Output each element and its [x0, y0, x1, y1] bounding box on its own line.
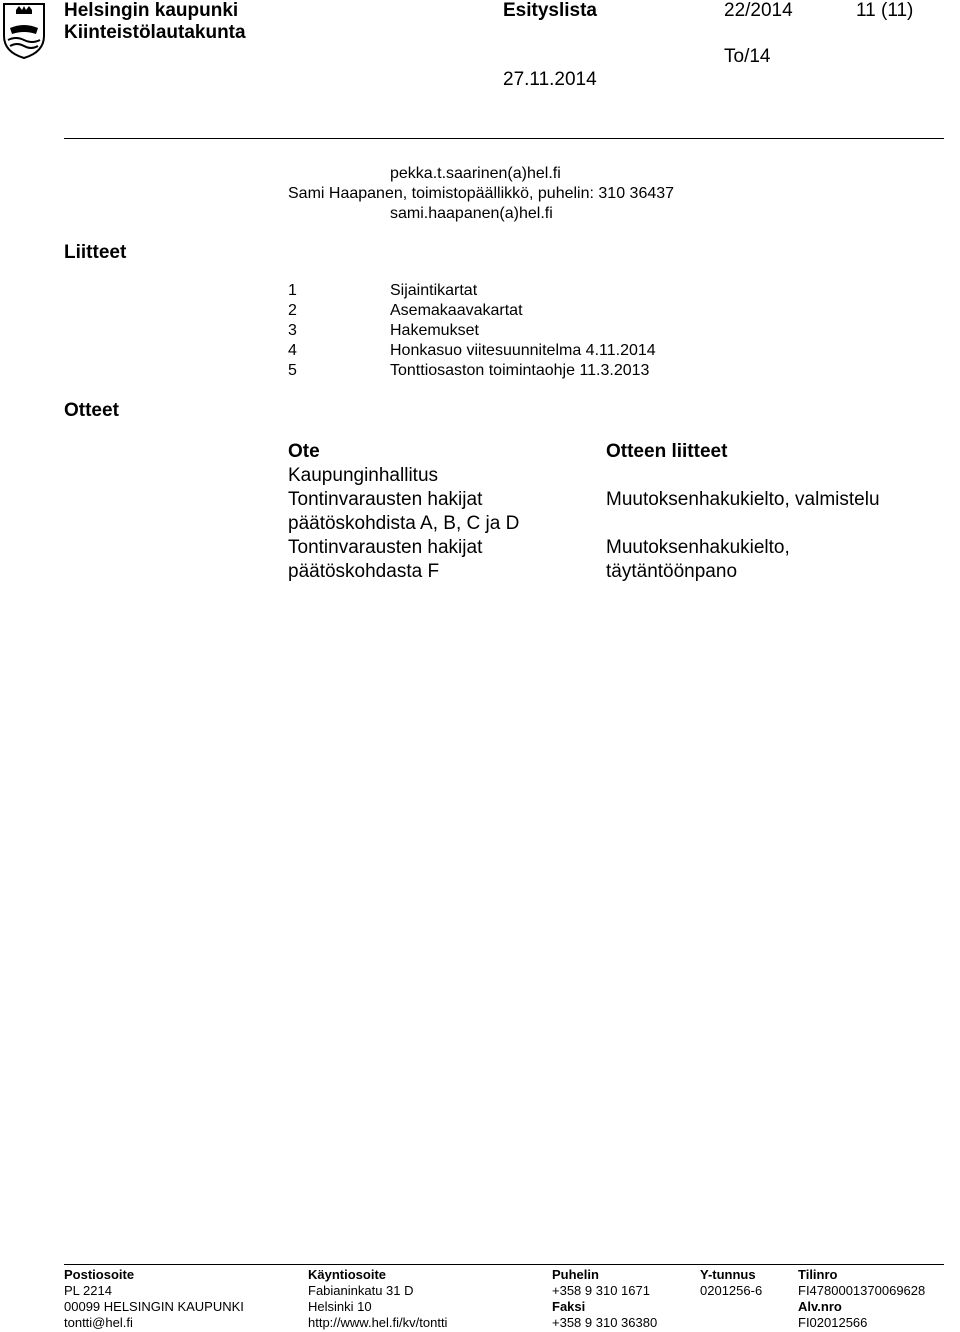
list-item-number: 4	[288, 342, 297, 359]
extract-header: Ote	[288, 441, 320, 462]
footer-kayntiosoite-label: Käyntiosoite	[308, 1267, 387, 1282]
footer-faksi: +358 9 310 36380	[552, 1315, 658, 1330]
list-item-text: Hakemukset	[390, 322, 479, 339]
extract-attachments-header: Otteen liitteet	[606, 441, 728, 462]
list-item-text: Sijaintikartat	[390, 282, 478, 299]
extract-recipient: Tontinvarausten hakijat	[288, 489, 483, 510]
doc-type: Esityslista	[503, 0, 597, 21]
extract-attachment: Muutoksenhakukielto,	[606, 537, 790, 558]
footer-postiosoite-label: Postiosoite	[64, 1267, 135, 1282]
extract-attachment: Muutoksenhakukielto, valmistelu	[606, 489, 880, 510]
footer-kayntiosoite: Fabianinkatu 31 D	[308, 1283, 414, 1298]
city-crest-logo	[2, 2, 46, 60]
footer-alvnro-label: Alv.nro	[798, 1299, 842, 1314]
footer-email: tontti@hel.fi	[64, 1315, 133, 1330]
list-item-number: 1	[288, 282, 297, 299]
org-name: Helsingin kaupunki	[64, 0, 239, 21]
list-item-text: Tonttiosaston toimintaohje 11.3.2013	[390, 362, 650, 379]
extract-recipient: Kaupunginhallitus	[288, 465, 439, 486]
extract-recipient: päätöskohdasta F	[288, 561, 440, 582]
footer-faksi-label: Faksi	[552, 1299, 586, 1314]
org-committee: Kiinteistölautakunta	[64, 22, 246, 43]
doc-number: 22/2014	[724, 0, 793, 21]
list-item-text: Asemakaavakartat	[390, 302, 523, 319]
attachments-label: Liitteet	[64, 242, 127, 263]
extract-recipient: Tontinvarausten hakijat	[288, 537, 483, 558]
contact-email-2: sami.haapanen(a)hel.fi	[390, 205, 553, 222]
footer-ytunnus: 0201256-6	[700, 1283, 763, 1298]
footer-alvnro: FI02012566	[798, 1315, 868, 1330]
item-code: To/14	[724, 46, 771, 67]
extracts-label: Otteet	[64, 400, 119, 421]
list-item-number: 2	[288, 302, 297, 319]
extract-attachment: täytäntöönpano	[606, 561, 738, 582]
footer-postiosoite: 00099 HELSINGIN KAUPUNKI	[64, 1299, 244, 1314]
page-number: 11 (11)	[856, 0, 914, 21]
footer-puhelin-label: Puhelin	[552, 1267, 599, 1282]
footer-ytunnus-label: Y-tunnus	[700, 1267, 756, 1282]
footer-postiosoite: PL 2214	[64, 1283, 112, 1298]
footer-tilinro-label: Tilinro	[798, 1267, 838, 1282]
footer-tilinro: FI4780001370069628	[798, 1283, 926, 1298]
footer-website: http://www.hel.fi/kv/tontti	[308, 1315, 448, 1330]
list-item-text: Honkasuo viitesuunnitelma 4.11.2014	[390, 342, 656, 359]
meeting-date: 27.11.2014	[503, 69, 597, 90]
contact-email-1: pekka.t.saarinen(a)hel.fi	[390, 165, 561, 182]
footer-kayntiosoite: Helsinki 10	[308, 1299, 372, 1314]
header-divider	[64, 138, 944, 139]
footer-puhelin: +358 9 310 1671	[552, 1283, 650, 1298]
list-item-number: 5	[288, 362, 297, 379]
extract-recipient: päätöskohdista A, B, C ja D	[288, 513, 520, 534]
list-item-number: 3	[288, 322, 297, 339]
footer-divider	[64, 1264, 944, 1265]
contact-person-2: Sami Haapanen, toimistopäällikkö, puhelin: 310 36437	[288, 185, 675, 202]
